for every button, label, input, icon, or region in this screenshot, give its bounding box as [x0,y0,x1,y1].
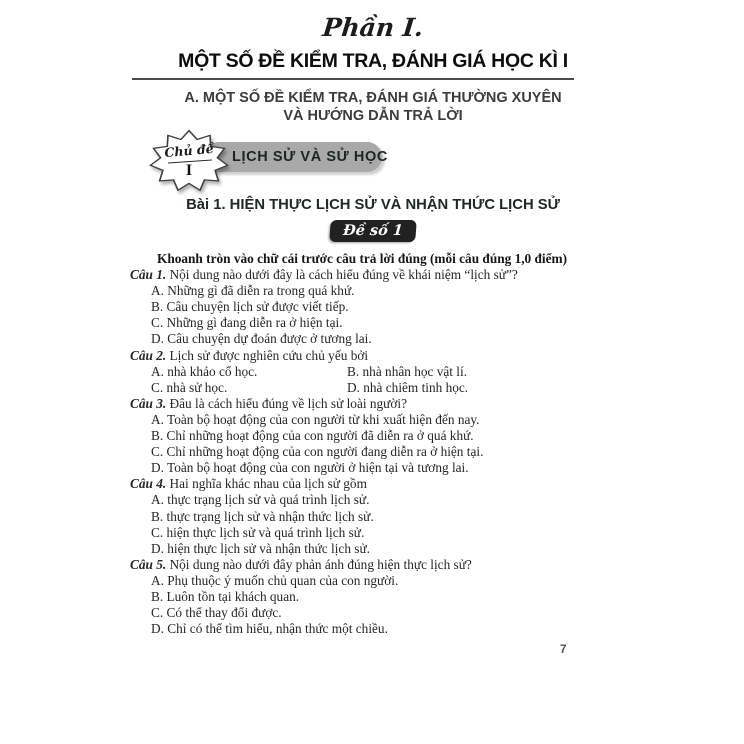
option: A. nhà khảo cổ học. [151,363,258,379]
topic-star-badge [148,129,230,193]
test-number-badge: Đề số 1 [329,220,416,242]
topic-banner [204,142,388,172]
option: A. Những gì đã diễn ra trong quá khứ. [151,283,355,299]
section-subtitle-line1: A. MỘT SỐ ĐỀ KIỂM TRA, ĐÁNH GIÁ THƯỜNG XUYÊN [184,90,562,106]
section-subtitle-line2: VÀ HƯỚNG DẪN TRẢ LỜI [283,108,463,124]
question-5-options [130,573,616,637]
option: B. nhà nhân học vật lí. [347,363,468,379]
question-3-label: Câu 3. [130,395,167,411]
option: B. Chỉ những hoạt động của con người đã diễn ra ở quá khứ. [151,428,474,444]
question-4-head [130,476,616,492]
exam-body [130,251,616,637]
exam-instruction: Khoanh tròn vào chữ cái trước câu trả lời đúng (mỗi câu đúng 1,0 điểm) [157,251,568,266]
question-2 [130,348,616,396]
topic-badge-label: Chủ đề [163,140,215,161]
question-1-label: Câu 1. [130,267,167,283]
page-content [130,12,616,637]
option: D. hiện thực lịch sử và nhận thức lịch sử. [151,540,371,556]
question-3-options [130,412,616,476]
question-2-text: Lịch sử được nghiên cứu chủ yếu bởi [169,347,369,363]
question-2-head [130,348,616,364]
main-heading: MỘT SỐ ĐỀ KIỂM TRA, ĐÁNH GIÁ HỌC KÌ I [178,50,568,72]
heading-divider [132,78,574,80]
topic-banner-label: LỊCH SỬ VÀ SỬ HỌC [232,149,388,165]
question-2-options [130,364,616,396]
question-5-text: Nội dung nào dưới đây phản ánh đúng hiện thực lịch sử? [169,556,472,572]
topic-header [130,129,616,193]
question-1-options [130,283,616,347]
lesson-heading: Bài 1. HIỆN THỰC LỊCH SỬ VÀ NHẬN THỨC LỊCH SỬ [186,197,560,213]
option: B. Luôn tồn tại khách quan. [151,588,300,604]
topic-badge-number: I [185,162,193,179]
question-3 [130,396,616,476]
option: D. Chỉ có thể tìm hiểu, nhận thức một chiều. [151,621,388,637]
part-title: Phần I. [321,13,425,42]
option: C. Chỉ những hoạt động của con người đang diễn ra ở hiện tại. [151,444,484,460]
page-number: 7 [560,644,567,656]
option: B. Câu chuyện lịch sử được viết tiếp. [151,299,349,315]
section-subtitle [130,89,616,125]
question-5-head [130,557,616,573]
option: C. Những gì đang diễn ra ở hiện tại. [151,315,343,331]
option: D. nhà chiêm tinh học. [347,379,469,395]
question-5 [130,557,616,637]
question-2-label: Câu 2. [130,347,167,363]
option: A. Toàn bộ hoạt động của con người từ khi xuất hiện đến nay. [151,411,480,427]
option: A. thực trạng lịch sử và quá trình lịch sử. [151,492,370,508]
question-5-label: Câu 5. [130,556,167,572]
question-1-text: Nội dung nào dưới đây là cách hiểu đúng về khái niệm “lịch sử”? [169,267,518,283]
option: C. hiện thực lịch sử và quá trình lịch sử. [151,524,365,540]
option: D. Câu chuyện dự đoán được ở tương lai. [151,331,372,347]
option: C. nhà sử học. [151,379,228,395]
question-4-label: Câu 4. [130,476,167,492]
question-1 [130,267,616,347]
question-4 [130,476,616,556]
test-badge-wrap [130,220,616,242]
question-3-text: Đâu là cách hiểu đúng về lịch sử loài người? [169,395,407,411]
question-1-head [130,267,616,283]
option: A. Phụ thuộc ý muốn chủ quan của con người. [151,572,399,588]
option: D. Toàn bộ hoạt động của con người ở hiện tại và tương lai. [151,460,469,476]
question-3-head [130,396,616,412]
option: C. Có thể thay đổi được. [151,605,282,621]
option: B. thực trạng lịch sử và nhận thức lịch sử. [151,508,374,524]
question-4-options [130,492,616,556]
question-4-text: Hai nghĩa khác nhau của lịch sử gồm [169,476,367,492]
